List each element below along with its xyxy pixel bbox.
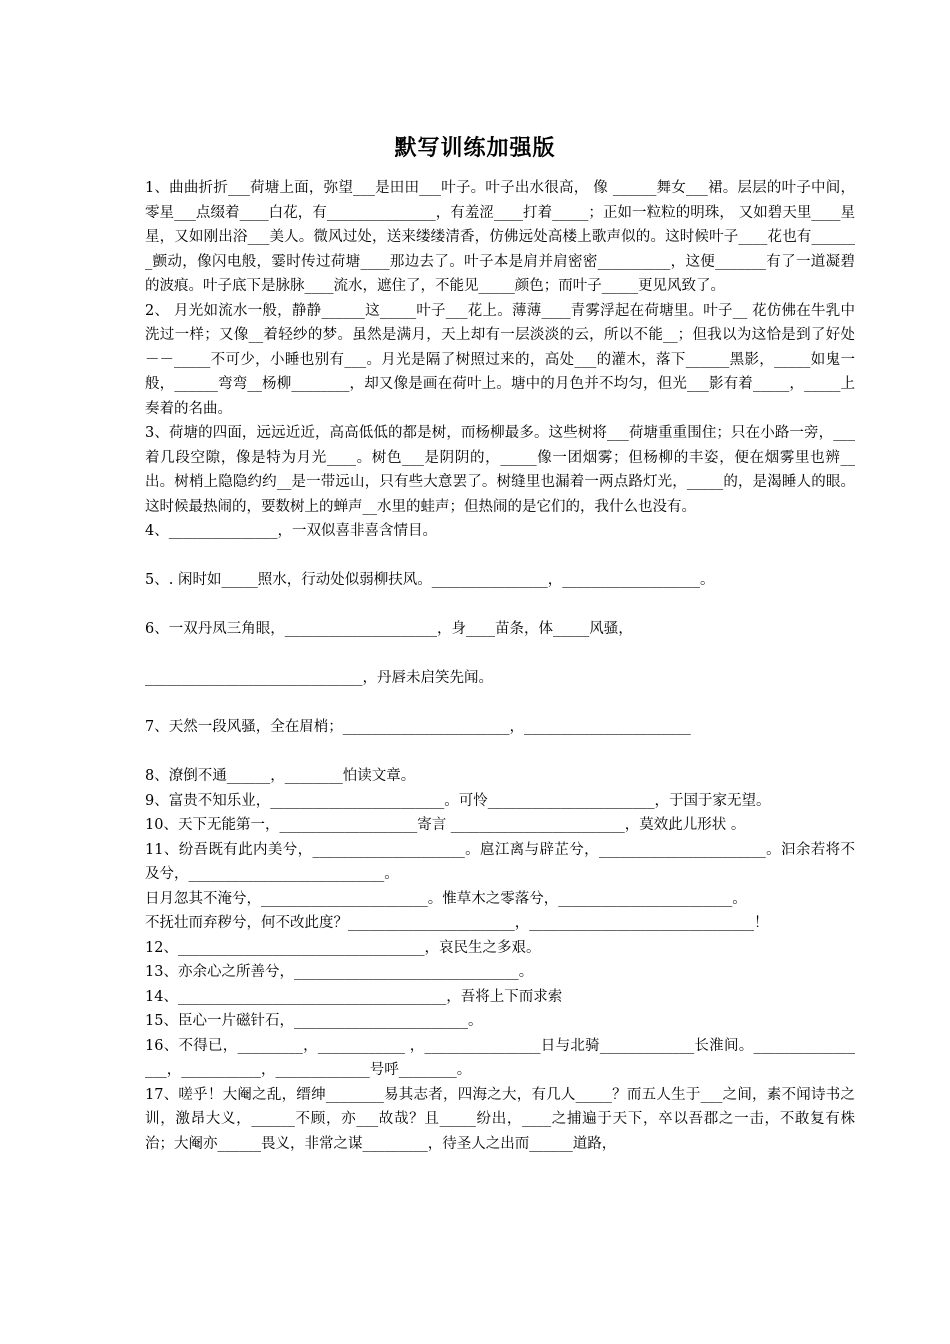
exercise-paragraph: 10、天下无能第一，___________________寄言 ________________________，莫效此儿形状 。 (145, 817, 746, 833)
exercise-paragraph: 6、一双丹凤三角眼，_____________________，身____苗条，体_____风骚， (145, 621, 633, 637)
blank-line (145, 691, 855, 716)
exercise-paragraph: 15、臣心一片磁针石，________________________。 (145, 1013, 483, 1029)
exercise-paragraph: 5、. 闲时如_____照水，行动处似弱柳扶风。________________，___________________。 (145, 572, 715, 588)
exercise-paragraph: ______________________________，丹唇未启笑先闻。 (145, 670, 493, 686)
blank-line (145, 593, 855, 618)
exercise-paragraph: 11、纷吾既有此内美兮，_____________________。扈江离与辟芷兮，_______________________。汩余若将不及兮，___________________________。 (145, 841, 855, 882)
exercise-paragraph: 9、富贵不知乐业，________________________。可怜_______________________，于国于家无望。 (145, 792, 771, 809)
exercise-paragraph: 1、曲曲折折___荷塘上面，弥望___是田田___叶子。叶子出水很高， 像 ______舞女___裙。层层的叶子中间，零星___点缀着____白花，有_______________，有羞涩____打着_____；正如一粒粒的明珠， 又如碧天里____星星，又如刚出浴___美人。微风过处，送来缕缕清香，仿佛远处高楼上歌声似的。这时候叶子____花也有_______颤动，像闪电般，霎时传过荷塘____那边去了。叶子本是肩并肩密密__________，这便_______有了一道凝碧的波痕。叶子底下是脉脉____流水，遮住了，不能见_____颜色；而叶子_____更见风致了。 (145, 180, 855, 294)
exercise-paragraph: 12、__________________________________，哀民生之多艰。 (145, 939, 541, 956)
exercise-body (145, 176, 855, 1156)
exercise-paragraph: 不抚壮而弃秽兮，何不改此度？_______________________，_______________________________！ (145, 915, 769, 931)
exercise-paragraph: 2、 月光如流水一般，静静______这_____叶子___花上。薄薄____青雾浮起在荷塘里。叶子__ 花仿佛在牛乳中洗过一样；又像__着轻纱的梦。虽然是满月，天上却有一层淡淡的云，所以不能__；但我以为这恰是到了好处－－_____不可少，小睡也别有___。月光是隔了树照过来的，高处___的灌木，落下______黑影，_____如鬼一般，______弯弯__杨柳________，却又像是画在荷叶上。塘中的月色并不均匀，但光___影有着_____，_____上奏着的名曲。 (145, 302, 855, 417)
exercise-paragraph: 14、_____________________________________，吾将上下而求索 (145, 988, 563, 1005)
page-title: 默写训练加强版 (394, 136, 556, 161)
exercise-paragraph: 8、潦倒不通______，________怕读文章。 (145, 768, 416, 784)
blank-line (145, 544, 855, 569)
exercise-paragraph: 3、荷塘的四面，远远近近，高高低低的都是树，而杨柳最多。这些树将___荷塘重重围住；只在小路一旁，___着几段空隙，像是特为月光____。树色___是阴阴的，_____像一团烟雾；但杨柳的丰姿，便在烟雾里也辨__出。树梢上隐隐约约__是一带远山，只有些大意罢了。树缝里也漏着一两点路灯光，_____的，是渴睡人的眼。这时候最热闹的，要数树上的蝉声__水里的蛙声；但热闹的是它们的，我什么也没有。 (145, 425, 855, 515)
blank-line (145, 642, 855, 667)
exercise-paragraph: 4、_______________，一双似喜非喜含情目。 (145, 523, 437, 539)
exercise-paragraph: 日月忽其不淹兮，_______________________。惟草木之零落兮，________________________。 (145, 890, 747, 907)
exercise-paragraph: 16、不得已，_________，____________ ，________________日与北骑_____________长淮间。_________________，___________，_____________号呼________。 (145, 1037, 855, 1078)
exercise-paragraph: 7、天然一段风骚，全在眉梢；_______________________，_______________________ (145, 719, 691, 735)
blank-line (145, 740, 855, 765)
exercise-paragraph: 13、亦余心之所善兮，_______________________________。 (145, 964, 534, 980)
exercise-paragraph: 17、嗟乎！大阉之乱，缙绅________易其志者，四海之大，有几人_____？而五人生于___之间，素不闻诗书之训，激昂大义，______不顾，亦___故哉？且_____纷出，____之捕遍于天下，卒以吾郡之一击，不敢复有株治；大阉亦______畏义，非常之谋_________，待圣人之出而______道路， (145, 1086, 855, 1152)
